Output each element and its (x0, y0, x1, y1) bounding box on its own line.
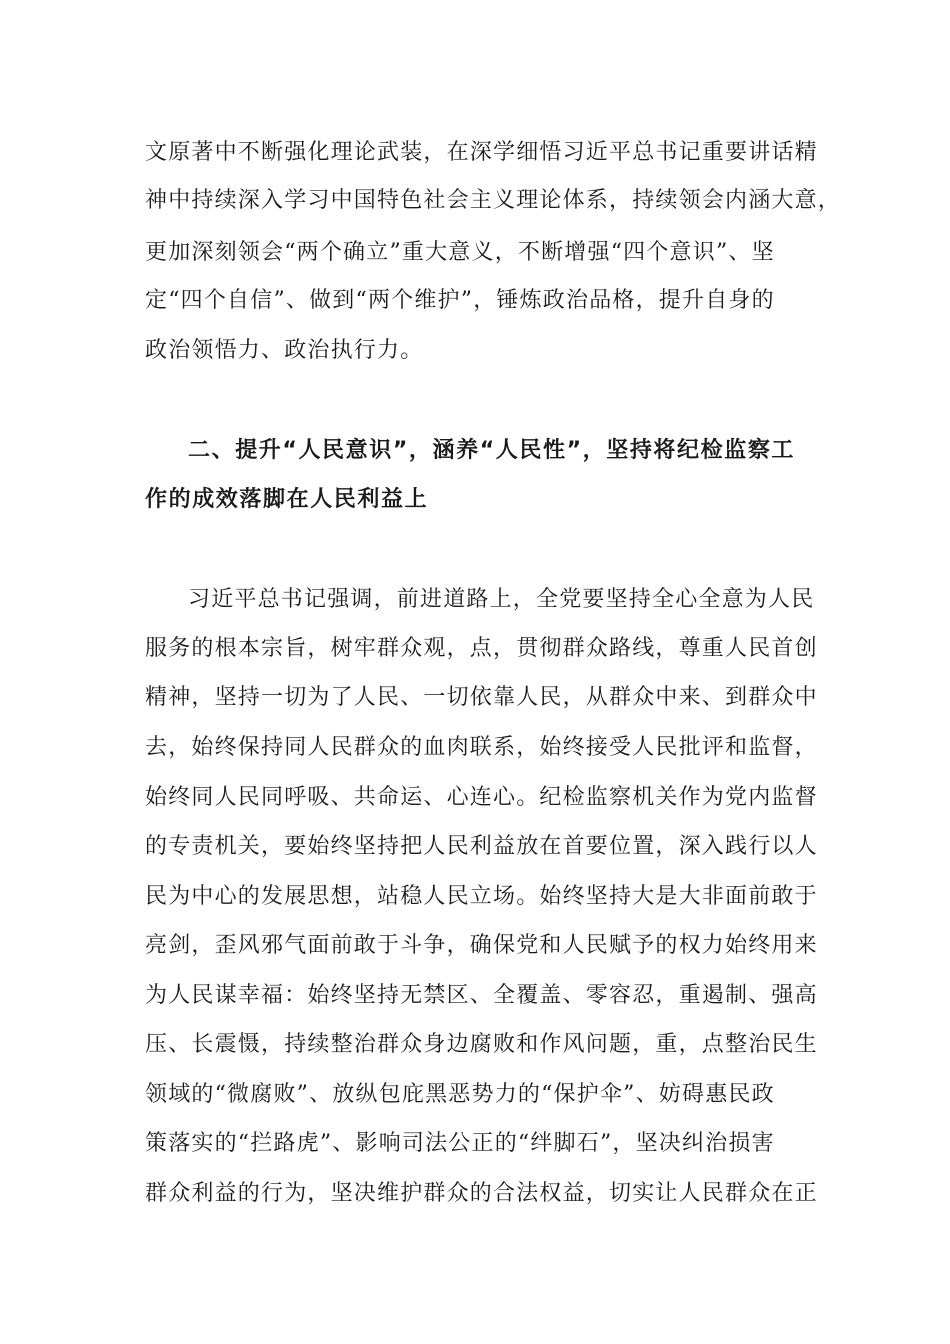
text-line: 神中持续深入学习中国特色社会主义理论体系，持续领会内涵大意， (145, 188, 842, 213)
text-line: 定“四个自信”、做到“两个维护”，锤炼政治品格，提升自身的 (145, 288, 775, 313)
text-line: 压、长震慑，持续整治群众身边腐败和作风问题，重，点整治民生 (145, 1032, 818, 1057)
text-line: 亮剑，歪风邪气面前敢于斗争，确保党和人民赋予的权力始终用来 (145, 933, 818, 958)
text-line: 更加深刻领会“两个确立”重大意义，不断增强“四个意识”、坚 (145, 240, 775, 265)
text-line: 民为中心的发展思想，站稳人民立场。始终坚持大是大非面前敢于 (145, 884, 818, 909)
text-line: 政治领悟力、政治执行力。 (145, 338, 424, 363)
text-line: 去，始终保持同人民群众的血肉联系，始终接受人民批评和监督， (145, 735, 818, 760)
text-line: 精神，坚持一切为了人民、一切依靠人民，从群众中来、到群众中 (145, 685, 818, 710)
text-line: 群众利益的行为，坚决维护群众的合法权益，切实让人民群众在正 (145, 1181, 818, 1206)
text-line: 文原著中不断强化理论武装，在深学细悟习近平总书记重要讲话精 (145, 140, 818, 165)
text-line: 为人民谋幸福：始终坚持无禁区、全覆盖、零容忍，重遏制、强高 (145, 983, 818, 1008)
heading-line: 二、提升“人民意识”，涵养“人民性”，坚持将纪检监察工 (188, 438, 796, 463)
text-line: 领域的“微腐败”、放纵包庇黑恶势力的“保护伞”、妨碍惠民政 (145, 1082, 775, 1107)
text-line: 的专责机关，要始终坚持把人民利益放在首要位置，深入践行以人 (145, 834, 818, 859)
heading-line: 作的成效落脚在人民利益上 (145, 487, 429, 512)
text-line: 服务的根本宗旨，树牢群众观，点，贯彻群众路线，尊重人民首创 (145, 636, 818, 661)
text-line: 习近平总书记强调，前进道路上，全党要坚持全心全意为人民 (188, 587, 815, 612)
text-line: 始终同人民同呼吸、共命运、心连心。纪检监察机关作为党内监督 (145, 785, 818, 810)
text-line: 策落实的“拦路虎”、影响司法公正的“绊脚石”，坚决纠治损害 (145, 1131, 775, 1156)
